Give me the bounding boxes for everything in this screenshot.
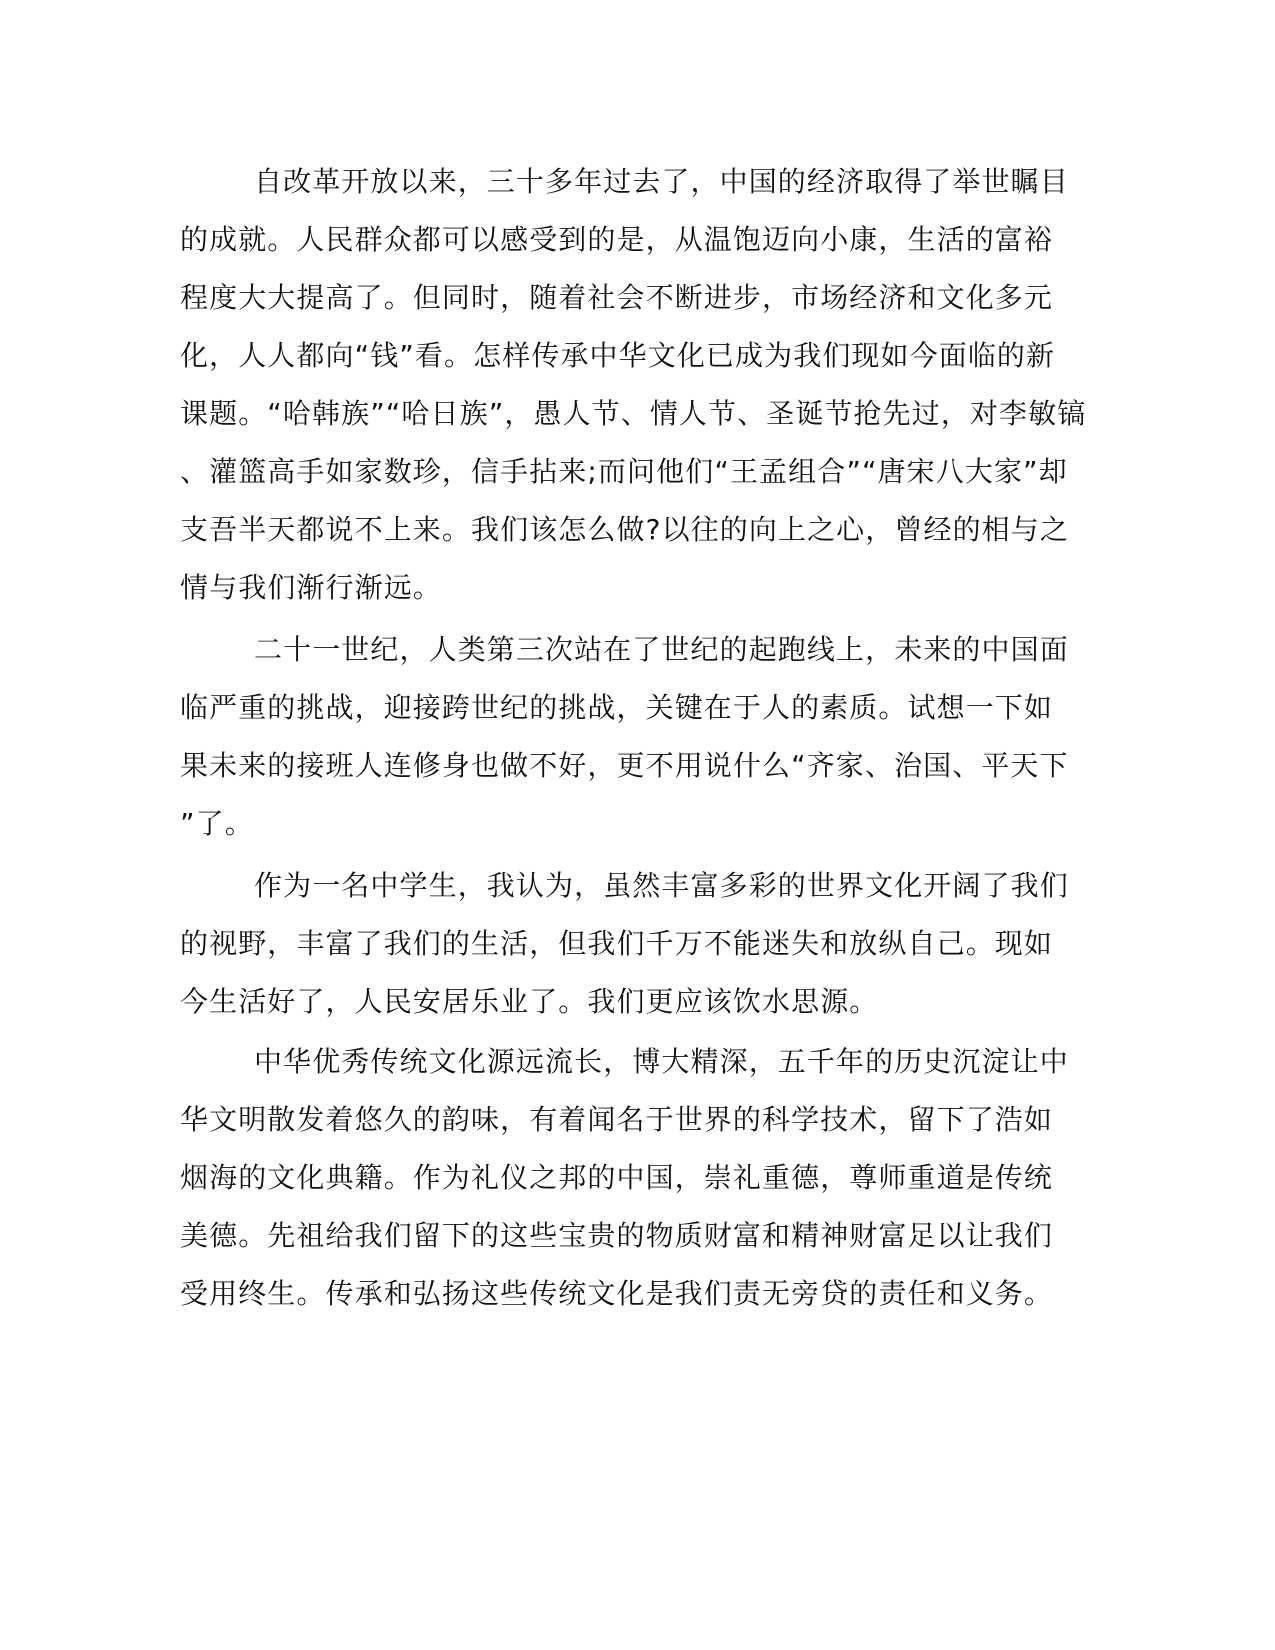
paragraph-1-line-2: 的成就。人民群众都可以感受到的是，从温饱迈向小康，生活的富裕 <box>180 223 1054 256</box>
paragraph-4-line-4: 美德。先祖给我们留下的这些宝贵的物质财富和精神财富足以让我们 <box>180 1219 1054 1252</box>
paragraph-1-line-6: 、灌篮高手如家数珍，信手拈来;而问他们“王孟组合”“唐宋八大家”却 <box>180 455 1068 488</box>
paragraph-4-line-1: 中华优秀传统文化源远流长，博大精深，五千年的历史沉淀让中 <box>254 1045 1069 1078</box>
paragraph-1-line-1: 自改革开放以来，三十多年过去了，中国的经济取得了举世瞩目 <box>254 165 1069 198</box>
paragraph-3-line-2: 的视野，丰富了我们的生活，但我们千万不能迷失和放纵自己。现如 <box>180 927 1054 960</box>
paragraph-1-line-3: 程度大大提高了。但同时，随着社会不断进步，市场经济和文化多元 <box>180 281 1054 314</box>
paragraph-4-line-3: 烟海的文化典籍。作为礼仪之邦的中国，崇礼重德，尊师重道是传统 <box>180 1161 1054 1194</box>
paragraph-4-line-5: 受用终生。传承和弘扬这些传统文化是我们责无旁贷的责任和义务。 <box>180 1277 1054 1310</box>
paragraph-1-line-7: 支吾半天都说不上来。我们该怎么做?以往的向上之心，曾经的相与之 <box>180 513 1069 546</box>
paragraph-2-line-2: 临严重的挑战，迎接跨世纪的挑战，关键在于人的素质。试想一下如 <box>180 691 1054 724</box>
paragraph-2-line-4: ”了。 <box>180 807 254 840</box>
paragraph-2-line-1: 二十一世纪，人类第三次站在了世纪的起跑线上，未来的中国面 <box>254 633 1069 666</box>
paragraph-1-line-8: 情与我们渐行渐远。 <box>180 571 442 604</box>
paragraph-1-line-4: 化，人人都向“钱”看。怎样传承中华文化已成为我们现如今面临的新 <box>180 339 1056 372</box>
paragraph-1-line-5: 课题。“哈韩族”“哈日族”，愚人节、情人节、圣诞节抢先过，对李敏镐 <box>180 397 1087 430</box>
paragraph-2-line-3: 果未来的接班人连修身也做不好，更不用说什么“齐家、治国、平天下 <box>180 749 1069 782</box>
paragraph-3-line-1: 作为一名中学生，我认为，虽然丰富多彩的世界文化开阔了我们 <box>254 869 1069 902</box>
paragraph-4-line-2: 华文明散发着悠久的韵味，有着闻名于世界的科学技术，留下了浩如 <box>180 1103 1054 1136</box>
paragraph-3-line-3: 今生活好了，人民安居乐业了。我们更应该饮水思源。 <box>180 985 879 1018</box>
